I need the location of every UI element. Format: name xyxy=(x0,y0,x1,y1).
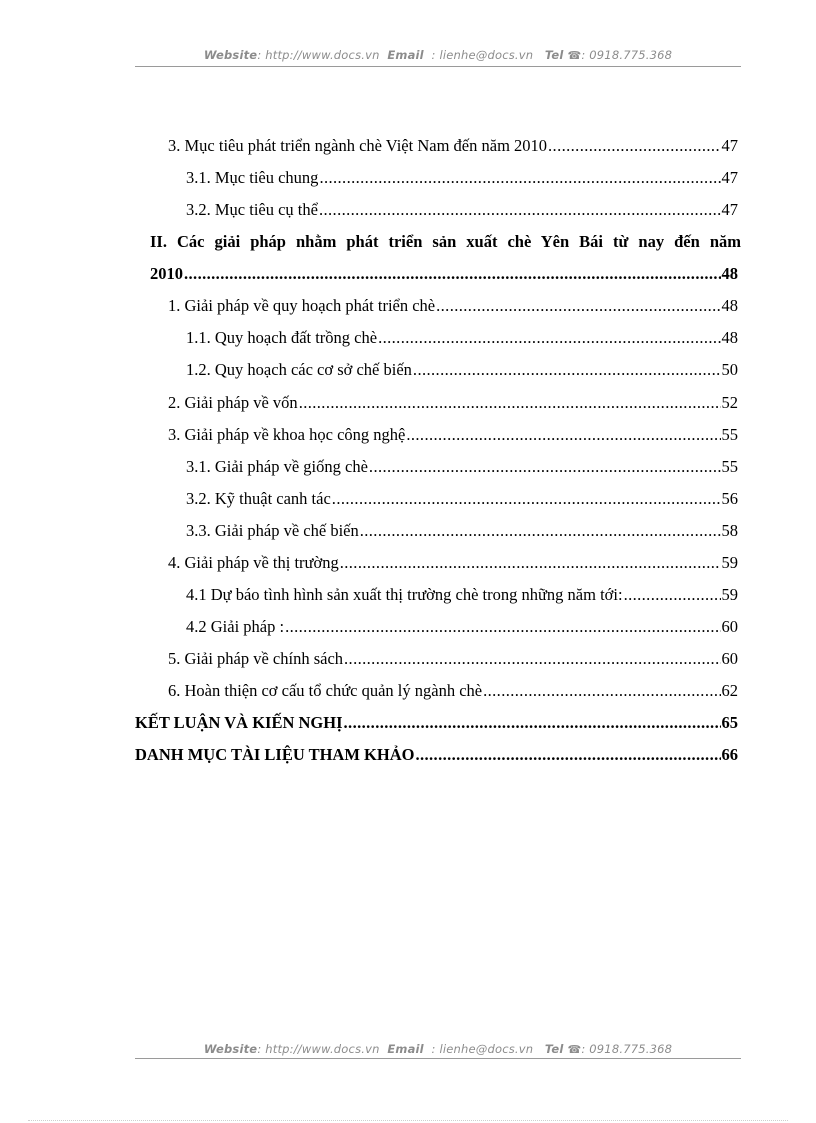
toc-entry-title-line1: II. Các giải pháp nhằm phát triển sản xuất chè Yên Bái từ nay đến năm xyxy=(150,232,741,251)
toc-entry-title: 1. Giải pháp về quy hoạch phát triển chè xyxy=(168,296,436,315)
toc-entry-page: 59 xyxy=(721,585,738,604)
toc-leader xyxy=(413,360,721,380)
toc-entry xyxy=(186,200,738,220)
footer-rule xyxy=(135,1058,741,1059)
toc-entry-page: 59 xyxy=(721,553,738,572)
toc-leader xyxy=(360,521,721,541)
toc-entry-title: 3.2. Kỹ thuật canh tác xyxy=(186,489,331,508)
toc-entry-title: 2010 xyxy=(150,264,183,283)
toc-entry-page: 56 xyxy=(721,489,738,508)
toc-leader xyxy=(483,681,720,701)
toc-leader xyxy=(406,425,720,445)
toc-entry-page: 65 xyxy=(721,713,738,732)
toc-entry-page: 60 xyxy=(721,617,738,636)
footer-email-value: : lienhe@docs.vn xyxy=(431,1042,534,1056)
toc-entry-title: 4. Giải pháp về thị trường xyxy=(168,553,339,572)
header-tel-value: : 0918.775.368 xyxy=(581,48,673,62)
toc-entry xyxy=(168,425,738,445)
toc-entry-title: 6. Hoàn thiện cơ cấu tổ chức quản lý ngành chè xyxy=(168,681,483,700)
toc-leader xyxy=(378,328,720,348)
toc-leader xyxy=(436,296,720,316)
toc-leader xyxy=(415,745,720,765)
toc-entry xyxy=(186,168,738,188)
footer-tel-label: Tel xyxy=(544,1042,564,1056)
toc-entry-page: 50 xyxy=(721,360,738,379)
toc-leader xyxy=(299,393,721,413)
toc-leader xyxy=(624,585,721,605)
toc-entry-page: 55 xyxy=(721,457,738,476)
toc-leader xyxy=(184,264,721,284)
toc-entry xyxy=(168,393,738,413)
toc-entry xyxy=(135,745,738,765)
toc-entry-page: 66 xyxy=(721,745,738,764)
toc-entry-page: 58 xyxy=(721,521,738,540)
page-edge-divider xyxy=(28,1120,788,1121)
header-website-value: : http://www.docs.vn xyxy=(257,48,380,62)
toc-entry-title: 3.2. Mục tiêu cụ thể xyxy=(186,200,318,219)
toc-leader xyxy=(369,457,721,477)
toc-entry-title: 3.3. Giải pháp về chế biến xyxy=(186,521,359,540)
footer-website-label: Website xyxy=(203,1042,258,1056)
toc-entry-title: 1.2. Quy hoạch các cơ sở chế biến xyxy=(186,360,412,379)
toc-leader xyxy=(319,168,720,188)
toc-entry-title: 4.1 Dự báo tình hình sản xuất thị trường chè trong những năm tới: xyxy=(186,585,623,604)
toc-entry-page: 47 xyxy=(721,200,738,219)
toc-entry xyxy=(168,681,738,701)
toc-entry-title: 3.1. Mục tiêu chung xyxy=(186,168,319,187)
toc-leader xyxy=(548,136,720,156)
toc-entry xyxy=(168,136,738,156)
toc-entry-title: KẾT LUẬN VÀ KIẾN NGHỊ xyxy=(135,713,343,732)
toc-leader xyxy=(319,200,721,220)
footer-website-value: : http://www.docs.vn xyxy=(257,1042,380,1056)
toc-leader xyxy=(285,617,720,637)
toc-entry-page: 62 xyxy=(721,681,738,700)
toc-entry-title: DANH MỤC TÀI LIỆU THAM KHẢO xyxy=(135,745,415,764)
header-tel-label: Tel xyxy=(544,48,564,62)
toc-entry-page: 55 xyxy=(721,425,738,444)
page-header xyxy=(135,48,741,62)
toc-leader xyxy=(344,649,720,669)
toc-entry xyxy=(135,713,738,733)
toc-entry xyxy=(168,553,738,573)
toc-entry-page: 48 xyxy=(721,264,738,283)
toc-entry-title: 1.1. Quy hoạch đất trồng chè xyxy=(186,328,378,347)
toc-entry-page: 47 xyxy=(721,136,738,155)
toc-entry-title: 3. Mục tiêu phát triển ngành chè Việt Nam đến năm 2010 xyxy=(168,136,548,155)
toc-entry-title: 2. Giải pháp về vốn xyxy=(168,393,298,412)
phone-icon: ☎ xyxy=(567,49,582,62)
toc-leader xyxy=(344,713,721,733)
toc-entry-page: 48 xyxy=(721,296,738,315)
header-website-label: Website xyxy=(203,48,258,62)
phone-icon: ☎ xyxy=(567,1043,582,1056)
header-email-value: : lienhe@docs.vn xyxy=(431,48,534,62)
toc-entry-page: 60 xyxy=(721,649,738,668)
toc-leader xyxy=(340,553,721,573)
toc-entry xyxy=(168,649,738,669)
toc-entry xyxy=(186,457,738,477)
toc-entry-title: 3.1. Giải pháp về giống chè xyxy=(186,457,368,476)
toc-entry-title: 4.2 Giải pháp : xyxy=(186,617,285,636)
toc-entry xyxy=(150,264,738,284)
toc-entry xyxy=(186,489,738,509)
toc-entry-title: 5. Giải pháp về chính sách xyxy=(168,649,344,668)
toc-entry-page: 52 xyxy=(721,393,738,412)
header-rule xyxy=(135,66,741,67)
toc-leader xyxy=(332,489,721,509)
toc-entry xyxy=(186,360,738,380)
toc-entry xyxy=(186,617,738,637)
footer-tel-value: : 0918.775.368 xyxy=(581,1042,673,1056)
toc-entry xyxy=(186,328,738,348)
toc-entry-page: 48 xyxy=(721,328,738,347)
toc-entry-page: 47 xyxy=(721,168,738,187)
header-email-label: Email xyxy=(387,48,424,62)
toc-entry xyxy=(168,296,738,316)
page-footer xyxy=(135,1042,741,1056)
toc-entry-title: 3. Giải pháp về khoa học công nghệ xyxy=(168,425,406,444)
toc-entry xyxy=(186,521,738,541)
toc-entry xyxy=(186,585,738,605)
footer-email-label: Email xyxy=(387,1042,424,1056)
